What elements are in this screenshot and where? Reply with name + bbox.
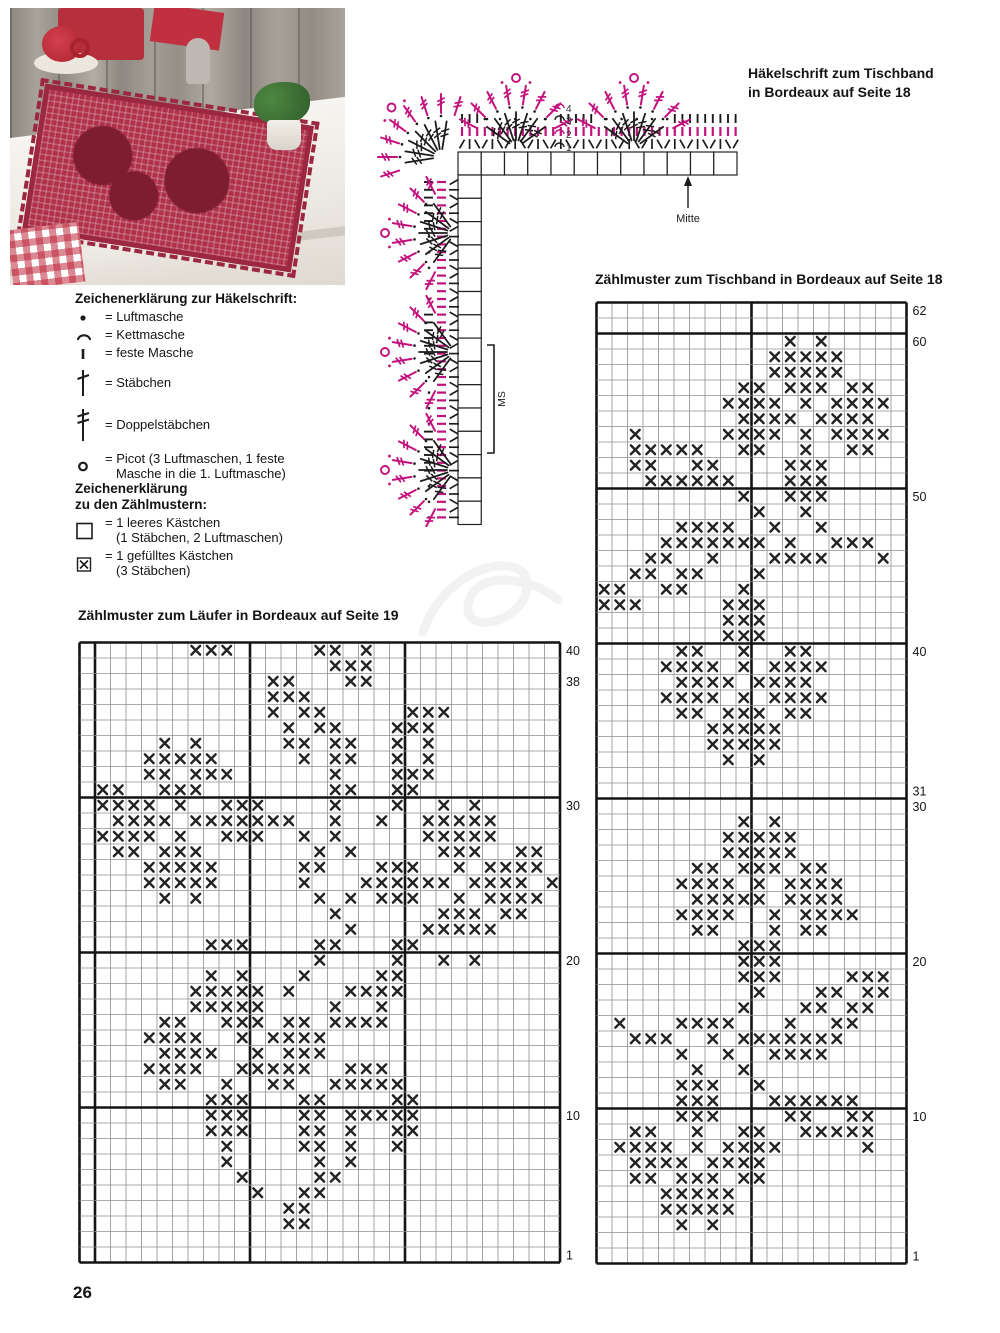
legend-label: = Picot (3 Luftmaschen, 1 feste Masche in die 1. Luftmasche): [105, 451, 286, 481]
svg-text:38: 38: [566, 675, 580, 689]
legend-item: [75, 516, 330, 546]
legend-label: = 1 leeres Kästchen (1 Stäbchen, 2 Luftmaschen): [105, 515, 283, 546]
mitte-label: Mitte: [676, 213, 700, 225]
haekelschrift-title-line1: Häkelschrift zum Tischband: [748, 65, 934, 81]
legend-item: [75, 328, 330, 343]
legend-symbol: [75, 347, 105, 361]
svg-text:30: 30: [566, 799, 580, 813]
legend-label: = feste Masche: [105, 345, 194, 361]
laeufer-chart-grid: [78, 641, 597, 1265]
svg-text:20: 20: [566, 954, 580, 968]
svg-text:62: 62: [912, 304, 927, 318]
legend-item: [75, 549, 330, 579]
legend-haekelschrift: [75, 291, 330, 482]
potted-plant: [254, 82, 314, 150]
legend-symbol: [75, 522, 105, 540]
figurine: [186, 38, 210, 84]
svg-text:31: 31: [912, 784, 927, 799]
legend-label: = 1 gefülltes Kästchen (3 Stäbchen): [105, 548, 234, 579]
legend-item: [75, 310, 330, 325]
legend-item: [75, 346, 330, 361]
plant-leaves: [254, 82, 310, 124]
svg-text:50: 50: [912, 490, 927, 504]
runner-motif: [152, 138, 243, 224]
svg-text:40: 40: [566, 644, 580, 658]
svg-text:60: 60: [912, 335, 927, 349]
legend-zaehlmuster-heading-line2: zu den Zählmustern:: [75, 497, 208, 513]
legend-symbol: [75, 368, 105, 398]
slipstitch-arc-icon: [75, 330, 99, 342]
haekelschrift-title: [748, 64, 958, 102]
svg-text:10: 10: [566, 1109, 580, 1123]
picot-circle-icon: [75, 460, 99, 473]
checkered-cloth: [10, 222, 85, 285]
legend-symbol: [75, 460, 105, 473]
empty-box-icon: [75, 522, 99, 540]
legend-item: [75, 452, 330, 482]
svg-text:1: 1: [566, 1248, 573, 1263]
legend-label: = Stäbchen: [105, 374, 172, 390]
turn-row-number: 3: [566, 116, 572, 127]
svg-text:1: 1: [912, 1249, 920, 1264]
chain-dot-icon: [75, 313, 99, 323]
legend-label: = Kettmasche: [105, 327, 185, 343]
legend-zaehlmuster-rows: [75, 516, 330, 579]
page-number: 26: [73, 1283, 92, 1302]
filled-box-icon: [75, 556, 99, 573]
treble-double-cross-icon: [75, 407, 99, 443]
turn-row-number: 2: [566, 130, 572, 141]
single-crochet-bar-icon: [75, 347, 99, 361]
tischband-chart-title: Zählmuster zum Tischband in Bordeaux auf Seite 18: [595, 271, 943, 287]
legend-item: [75, 407, 330, 443]
laeufer-chart-title: Zählmuster zum Läufer in Bordeaux auf Seite 19: [78, 607, 399, 623]
svg-text:40: 40: [912, 645, 927, 659]
ms-repeat-label: MS: [496, 391, 508, 407]
mug-handle: [70, 38, 90, 58]
turn-row-number: 4: [566, 104, 572, 115]
plant-pot: [267, 120, 301, 150]
coffee-mug: [42, 26, 86, 66]
legend-label: = Doppelstäbchen: [105, 416, 211, 432]
legend-symbol: [75, 556, 105, 573]
legend-symbol: [75, 330, 105, 342]
legend-haekelschrift-heading: Zeichenerklärung zur Häkelschrift:: [75, 291, 298, 306]
legend-zaehlmuster-heading-line1: Zeichenerklärung: [75, 481, 188, 496]
double-crochet-cross-icon: [75, 368, 99, 398]
tischband-chart-grid: [595, 301, 943, 1266]
legend-symbol: [75, 407, 105, 443]
haekelschrift-title-line2: in Bordeaux auf Seite 18: [748, 83, 911, 100]
legend-label: = Luftmasche: [105, 309, 184, 325]
turn-row-number: 1: [566, 143, 572, 154]
svg-text:20: 20: [912, 955, 927, 969]
legend-zaehlmuster: [75, 481, 330, 582]
legend-haekelschrift-rows: [75, 310, 330, 482]
legend-symbol: [75, 313, 105, 323]
svg-text:10: 10: [912, 1110, 927, 1124]
photo-table-runner: [10, 8, 345, 285]
legend-item: [75, 368, 330, 398]
svg-text:30: 30: [912, 800, 927, 814]
